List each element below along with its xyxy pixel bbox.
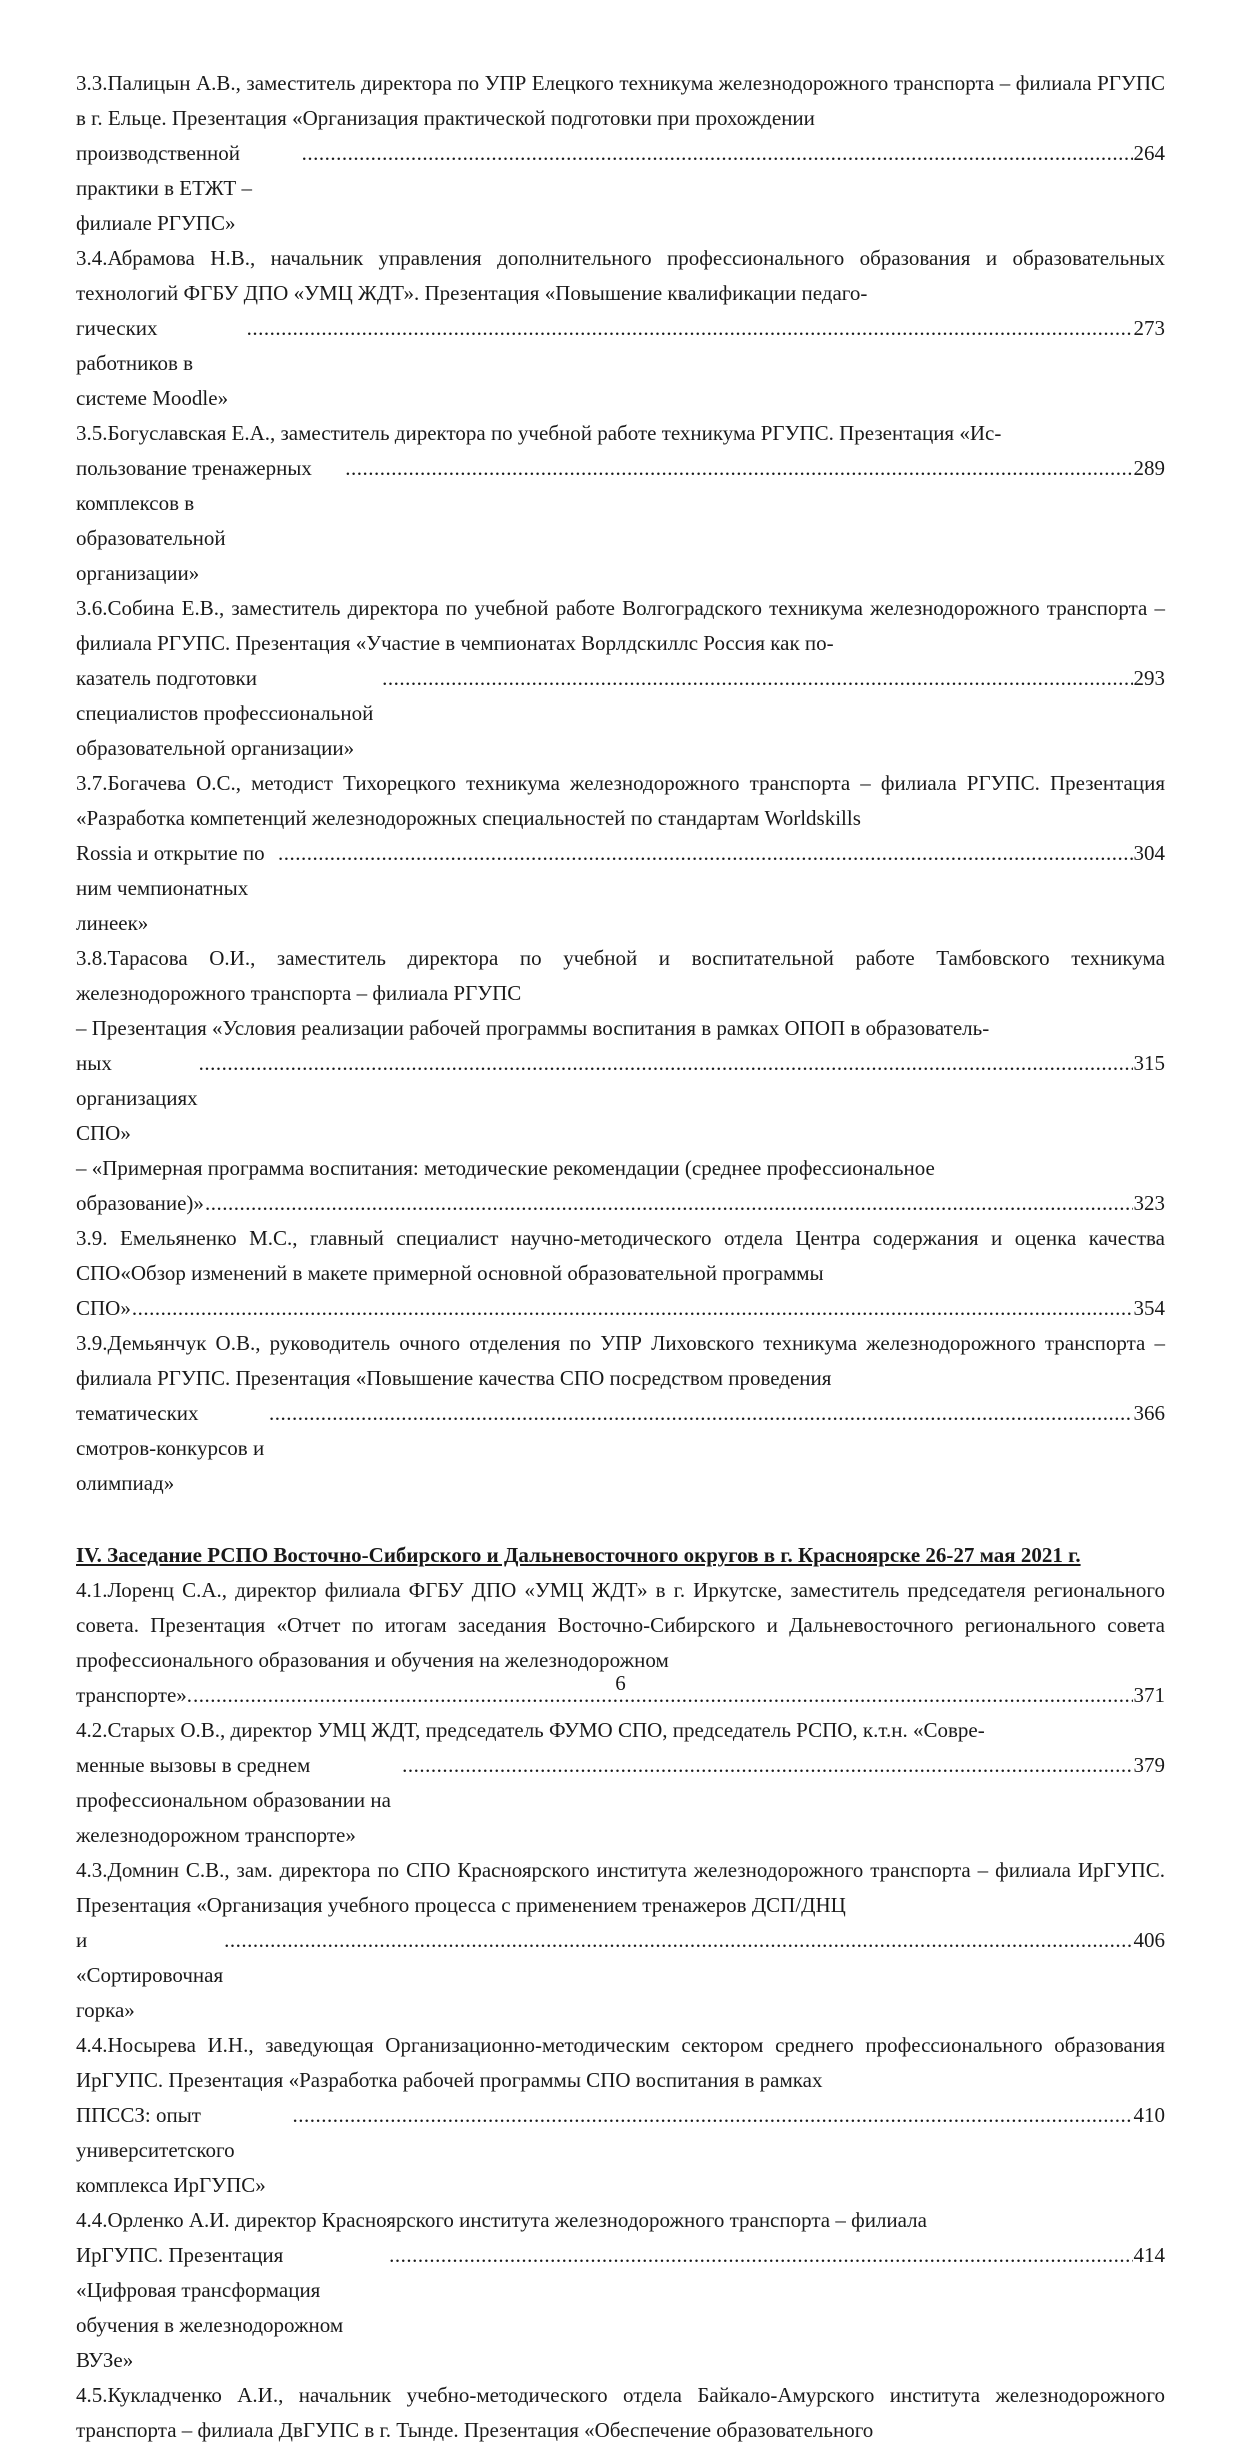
toc-entry-last-line: СПО» (76, 1296, 131, 1320)
toc-entry-text: 3.7.Богачева О.С., методист Тихорецкого техникума железнодорожного транспорта – филиала РГУПС. Презентация «Разработка компетенций железнодорожных специальностей по стандартам Worldskills (76, 771, 1165, 830)
toc-entry (76, 1853, 1165, 2028)
toc-entry (76, 1326, 1165, 1501)
toc-entry-last-line: менные вызовы в среднем профессиональном образовании на железнодорожном транспорте» (76, 1753, 391, 1847)
dot-leader (199, 1046, 1133, 1081)
toc-entry-text: 3.9. Емельяненко М.С., главный специалист научно-методического отдела Центра содержания и оценка качества СПО«Обзор изменений в макете примерной основной образовательной программы (76, 1226, 1165, 1285)
toc-leader-line (76, 661, 1165, 766)
toc-entry-last-line: казатель подготовки специалистов профессиональной образовательной организации» (76, 666, 374, 760)
toc-page-ref: 289 (1133, 456, 1165, 480)
toc-entry-text: 4.4.Носырева И.Н., заведующая Организационно-методическим сектором среднего профессионального образования ИрГУПС. Презентация «Разработка рабочей программы СПО воспитания в рамках (76, 2033, 1165, 2092)
toc-entry-text: 4.1.Лоренц С.А., директор филиала ФГБУ ДПО «УМЦ ЖДТ» в г. Иркутске, заместитель председателя регионального совета. Презентация «Отчет по итогам заседания Восточно-Сибирского и Дальневосточного регионального совета профессионального образования и обучения на железнодорожном (76, 1578, 1165, 1672)
toc-entry (76, 591, 1165, 766)
toc-entry-text: 3.8.Тарасова О.И., заместитель директора по учебной и воспитательной работе Тамбовского техникума железнодорожного транспорта – филиала РГУПС (76, 946, 1165, 1005)
toc-section-4 (76, 1573, 1165, 2448)
toc-entry-last-line: ИрГУПС. Презентация «Цифровая трансформация обучения в железнодорожном ВУЗе» (76, 2243, 344, 2372)
toc-leader-line (76, 836, 1165, 941)
dot-leader (382, 661, 1132, 696)
toc-entry (76, 1011, 1165, 1151)
toc-entry (76, 766, 1165, 941)
toc-leader-line (76, 2238, 1165, 2378)
toc-page-ref: 315 (1133, 1051, 1165, 1075)
toc-entry (76, 2378, 1165, 2448)
toc-page-ref: 323 (1133, 1191, 1165, 1215)
toc-page-ref: 379 (1133, 1753, 1165, 1777)
toc-page-ref: 273 (1133, 316, 1165, 340)
toc-entry-last-line: транспорте». (76, 1683, 193, 1707)
toc-entry (76, 2028, 1165, 2203)
toc-entry-last-line: и «Сортировочная горка» (76, 1928, 224, 2022)
toc-entry-text: – Презентация «Условия реализации рабочей программы воспитания в рамках ОПОП в образователь- (76, 1016, 990, 1040)
dot-leader (269, 1396, 1132, 1431)
toc-entry-text: 4.4.Орленко А.И. директор Красноярского института железнодорожного транспорта – филиала (76, 2208, 927, 2232)
toc-leader-line (76, 1186, 1165, 1221)
dot-leader (205, 1186, 1133, 1221)
toc-page-ref: 366 (1133, 1401, 1165, 1425)
dot-leader (402, 1748, 1132, 1783)
toc-leader-line (76, 136, 1165, 241)
toc-page-ref: 406 (1133, 1928, 1165, 1952)
toc-page (76, 66, 1165, 2448)
toc-entry (76, 2203, 1165, 2378)
toc-entry (76, 241, 1165, 416)
dot-leader (302, 136, 1133, 171)
dot-leader (247, 311, 1133, 346)
toc-entry-text: 3.9.Демьянчук О.В., руководитель очного отделения по УПР Лиховского техникума железнодорожного транспорта – филиала РГУПС. Презентация «Повышение качества СПО посредством проведения (76, 1331, 1165, 1390)
toc-page-ref: 304 (1133, 841, 1165, 865)
toc-entry (76, 1151, 1165, 1221)
toc-entry (76, 941, 1165, 1011)
toc-leader-line (76, 1748, 1165, 1853)
toc-entry-last-line: производственной практики в ЕТЖТ – филиале РГУПС» (76, 141, 252, 235)
dot-leader (389, 2238, 1132, 2273)
toc-leader-line (76, 1923, 1165, 2028)
toc-entry-text: 3.4.Абрамова Н.В., начальник управления дополнительного профессионального образования и образовательных технологий ФГБУ ДПО «УМЦ ЖДТ». Презентация «Повышение квалификации педаго- (76, 246, 1165, 305)
toc-page-ref: 293 (1133, 666, 1165, 690)
toc-entry-text: 3.6.Собина Е.В., заместитель директора по учебной работе Волгоградского техникума железнодорожного транспорта – филиала РГУПС. Презентация «Участие в чемпионатах Ворлдскиллс Россия как по- (76, 596, 1165, 655)
toc-leader-line (76, 1396, 1165, 1501)
toc-entry-text: 4.3.Домнин С.В., зам. директора по СПО Красноярского института железнодорожного транспорта – филиала ИрГУПС. Презентация «Организация учебного процесса с применением тренажеров ДСП/ДНЦ (76, 1858, 1165, 1917)
page-number: 6 (615, 1671, 626, 1695)
dot-leader (278, 836, 1132, 871)
toc-entry-last-line: ППССЗ: опыт университетского комплекса ИрГУПС» (76, 2103, 266, 2197)
toc-entry-last-line: гических работников в системе Moodle» (76, 316, 229, 410)
toc-entry-last-line: пользование тренажерных комплексов в образовательной организации» (76, 456, 312, 585)
toc-entry (76, 416, 1165, 591)
toc-page-ref: 264 (1133, 141, 1165, 165)
toc-entry-last-line: Rossia и открытие по ним чемпионатных линеек» (76, 841, 265, 935)
dot-leader (293, 2098, 1133, 2133)
toc-entry (76, 1221, 1165, 1326)
dot-leader (345, 451, 1132, 486)
section-heading-4: IV. Заседание РСПО Восточно-Сибирского и Дальневосточного округов в г. Красноярске 26-27 мая 2021 г. (76, 1543, 1081, 1567)
toc-entry-text: – «Примерная программа воспитания: методические рекомендации (среднее профессиональное (76, 1156, 935, 1180)
toc-leader-line (76, 311, 1165, 416)
toc-page-ref: 410 (1133, 2103, 1165, 2127)
toc-section-3 (76, 66, 1165, 1501)
toc-entry-last-line: образование)» (76, 1191, 204, 1215)
toc-entry (76, 66, 1165, 241)
toc-entry (76, 1713, 1165, 1853)
toc-page-ref: 354 (1133, 1296, 1165, 1320)
toc-entry-text: 4.5.Кукладченко А.И., начальник учебно-методического отдела Байкало-Амурского института железнодорожного транспорта – филиала ДвГУПС в г. Тынде. Презентация «Обеспечение образовательного (76, 2383, 1165, 2442)
toc-page-ref: 414 (1133, 2243, 1165, 2267)
toc-entry-last-line: тематических смотров-конкурсов и олимпиад» (76, 1401, 265, 1495)
toc-leader-line (76, 1046, 1165, 1151)
toc-entry-text: 3.5.Богуславская Е.А., заместитель директора по учебной работе техникума РГУПС. Презентация «Ис- (76, 421, 1002, 445)
toc-entry-text: 3.3.Палицын А.В., заместитель директора по УПР Елецкого техникума железнодорожного транспорта – филиала РГУПС в г. Ельце. Презентация «Организация практической подготовки при прохождении (76, 71, 1165, 130)
toc-entry-last-line: ных организациях СПО» (76, 1051, 198, 1145)
toc-leader-line (76, 2098, 1165, 2203)
dot-leader (132, 1291, 1133, 1326)
toc-leader-line (76, 451, 1165, 591)
dot-leader (224, 1923, 1132, 1958)
toc-page-ref: 371 (1133, 1683, 1165, 1707)
toc-entry-text: 4.2.Старых О.В., директор УМЦ ЖДТ, председатель ФУМО СПО, председатель РСПО, к.т.н. «Совре- (76, 1718, 985, 1742)
toc-leader-line (76, 1291, 1165, 1326)
